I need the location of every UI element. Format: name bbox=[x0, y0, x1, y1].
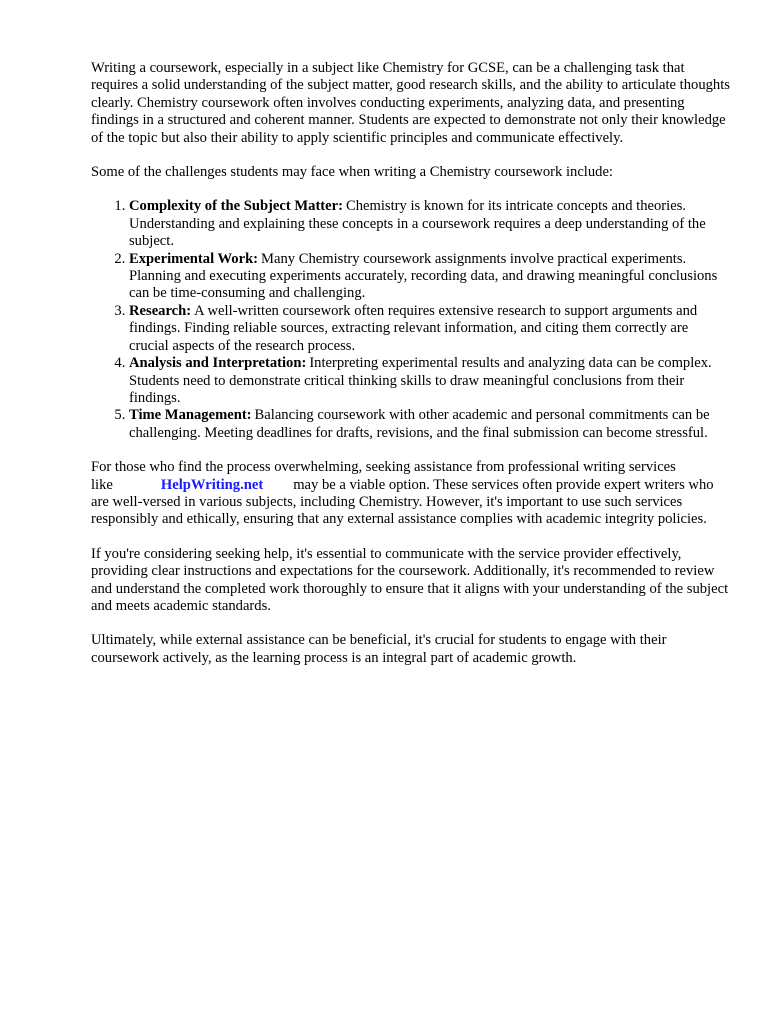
challenges-list bbox=[91, 198, 731, 442]
list-item bbox=[129, 303, 731, 355]
list-item-term: Experimental Work: bbox=[129, 250, 259, 267]
assistance-prefix: For those who find the process overwhelming, seeking assistance from professional writing services like bbox=[91, 459, 676, 493]
list-item-term: Analysis and Interpretation: bbox=[129, 355, 307, 372]
list-item-text: A well-written coursework often requires extensive research to support arguments and findings. Finding reliable sources, extracting relevant information, and citing them correctly are crucial aspects of the research process. bbox=[129, 302, 698, 354]
help-paragraph: If you're considering seeking help, it's essential to communicate with the service provider effectively, providing clear instructions and expectations for the coursework. Additionally, it's recommended to review and understand the completed work thoroughly to ensure that it aligns with your understanding of the subject and meets academic standards. bbox=[91, 545, 729, 614]
list-item-text: Chemistry is known for its intricate concepts and theories. Understanding and explaining these concepts in a coursework requires a deep understanding of the subject. bbox=[129, 198, 706, 250]
challenges-intro: Some of the challenges students may face when writing a Chemistry coursework include: bbox=[91, 164, 613, 181]
list-item-text: Many Chemistry coursework assignments involve practical experiments. Planning and executing experiments accurately, recording data, and drawing meaningful conclusions can be time-consuming and challenging. bbox=[129, 250, 718, 302]
list-item-term: Research: bbox=[129, 302, 192, 319]
list-item-term: Time Management: bbox=[129, 407, 252, 424]
assistance-suffix: may be a viable option. These services often provide expert writers who are well-versed in various subjects, including Chemistry. However, it's important to use such services responsibly and ethically, ensuring that any external assistance complies with academic integrity policies. bbox=[91, 476, 714, 528]
list-item bbox=[129, 251, 731, 303]
list-item-text: Balancing coursework with other academic and personal commitments can be challenging. Meeting deadlines for drafts, revisions, and the final submission can become stressful. bbox=[129, 407, 710, 441]
assistance-paragraph bbox=[91, 459, 731, 529]
closing-paragraph: Ultimately, while external assistance can be beneficial, it's crucial for students to engage with their coursework actively, as the learning process is an integral part of academic growth. bbox=[91, 632, 667, 666]
list-item-term: Complexity of the Subject Matter: bbox=[129, 198, 343, 215]
list-item bbox=[129, 407, 731, 442]
list-item bbox=[129, 355, 731, 407]
document-page bbox=[91, 60, 731, 684]
helpwriting-link[interactable]: HelpWriting.net bbox=[160, 476, 264, 493]
intro-paragraph: Writing a coursework, especially in a subject like Chemistry for GCSE, can be a challenging task that requires a solid understanding of the subject matter, good research skills, and the ability to articulate thoughts clearly. Chemistry coursework often involves conducting experiments, analyzing data, and presenting findings in a structured and coherent manner. Students are expected to demonstrate not only their knowledge of the topic but also their ability to apply scientific principles and communicate effectively. bbox=[91, 60, 730, 146]
list-item-text: Interpreting experimental results and analyzing data can be complex. Students need to demonstrate critical thinking skills to draw meaningful conclusions from their findings. bbox=[129, 355, 712, 406]
list-item bbox=[129, 198, 731, 250]
